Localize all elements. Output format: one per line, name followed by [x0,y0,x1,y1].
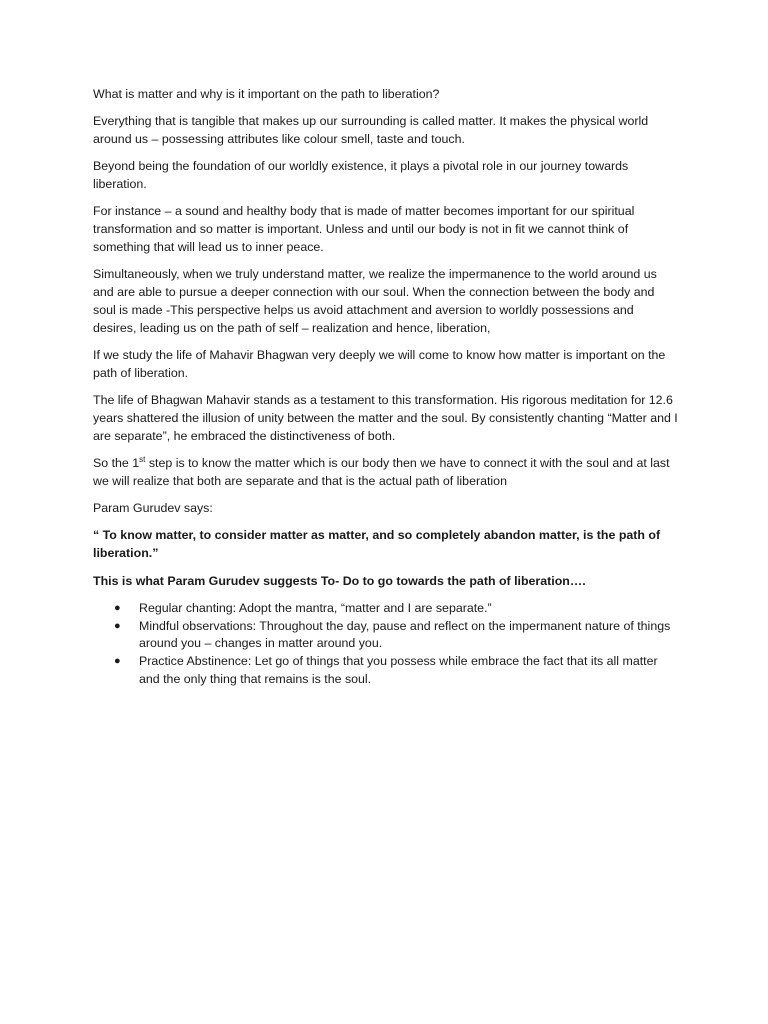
paragraph-mahavir-study: If we study the life of Mahavir Bhagwan very deeply we will come to know how matter is important on the path of liberation. [93,348,666,380]
suggestion-list [93,600,678,689]
bullet-icon: ● [114,619,121,632]
paragraph-matter-definition: Everything that is tangible that makes up our surrounding is called matter. It makes the physical world around us – possessing attributes like colour smell, taste and touch. [93,114,649,147]
bullet-icon: ● [114,601,121,614]
paragraph-first-step [93,455,678,491]
bullet-icon: ● [114,655,121,668]
list-item [93,600,678,618]
list-item-text: Mindful observations: Throughout the day, pause and reflect on the impermanent nature of things around you – changes in matter around you. [139,618,671,651]
list-item [93,653,678,689]
list-item [93,618,678,654]
paragraph-pivotal-role: Beyond being the foundation of our worldly existence, it plays a pivotal role in our journey towards liberation. [93,159,629,192]
list-item-text: Regular chanting: Adopt the mantra, “matter and I are separate.” [139,600,492,615]
gurudev-says-line: Param Gurudev says: [93,501,213,516]
first-step-prefix: So the 1 [93,456,140,471]
paragraph-impermanence: Simultaneously, when we truly understand matter, we realize the impermanence to the world around us and are able to pursue a deeper connection with our soul. When the connection between the body and soul is made -This perspective helps us avoid attachment and aversion to worldly possessions and desires, leading us on the path of self – realization and hence, liberation, [93,267,657,335]
gurudev-quote: “ To know matter, to consider matter as matter, and so completely abandon matter, is the path of liberation.” [93,528,661,561]
list-item-text: Practice Abstinence: Let go of things that you possess while embrace the fact that its all matter and the only thing that remains is the soul. [139,654,658,687]
document-page [93,86,678,689]
first-step-suffix: step is to know the matter which is our body then we have to connect it with the soul and at last we will realize that both are separate and that is the actual path of liberation [93,456,670,488]
paragraph-mahavir-life: The life of Bhagwan Mahavir stands as a testament to this transformation. His rigorous meditation for 12.6 years shattered the illusion of unity between the matter and the soul. By consistently chanting “Matter and I are separate”, he embraced the distinctiveness of both. [93,393,678,443]
suggestion-heading: This is what Param Gurudev suggests To- Do to go towards the path of liberation…. [93,573,586,588]
question-line: What is matter and why is it important on the path to liberation? [93,87,440,101]
paragraph-healthy-body: For instance – a sound and healthy body that is made of matter becomes important for our spiritual transformation and so matter is important. Unless and until our body is not in fit we cannot think of something that will lead us to inner peace. [93,204,635,255]
first-step-superscript: st [139,454,146,464]
